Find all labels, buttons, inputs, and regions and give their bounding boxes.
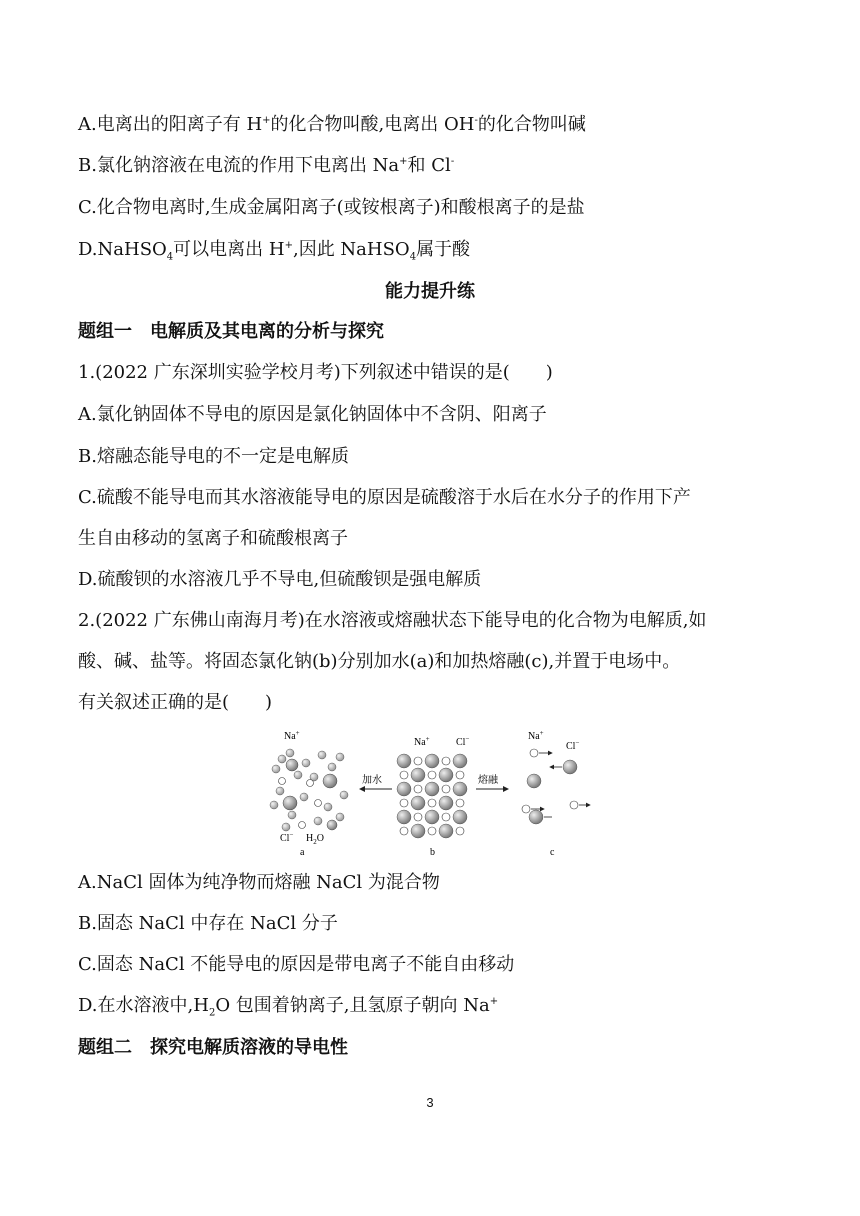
q2-option-d: D.在水溶液中$,H_2O$ 包围着钠离子,且氢原子朝向 Na+ — [78, 995, 499, 1019]
na-label-a: Na+ — [284, 729, 300, 742]
panel-b-lattice — [397, 735, 469, 858]
melt-label: 熔融 — [478, 775, 498, 786]
q2-stem-line2: 酸、碱、盐等。将固态氯化钠(b)分别加水(a)和加热熔融(c),并置于电场中。 — [78, 651, 681, 672]
q1-option-d: D.硫酸钡的水溶液几乎不导电,但硫酸钡是强电解质 — [78, 569, 482, 590]
na-label-b: Na+ — [414, 735, 430, 748]
caption-c: c — [550, 847, 555, 858]
h2o-label: $H_2O$ — [306, 833, 324, 846]
q2-stem-line3: 有关叙述正确的是( ) — [78, 692, 273, 713]
cl-label-b: Cl− — [456, 735, 470, 748]
page-number: 3 — [426, 1095, 434, 1110]
nacl-figure — [262, 725, 602, 860]
option-d-prev: D.NaHSO$_4$可以电离出 H+,因此 NaHSO$_4$属于酸 — [78, 239, 471, 263]
caption-b: b — [430, 847, 435, 858]
q1-option-b: B.熔融态能导电的不一定是电解质 — [78, 446, 349, 467]
q1-option-a: A.氯化钠固体不导电的原因是氯化钠固体中不含阴、阳离子 — [78, 404, 547, 425]
panel-a-hydrated-ions — [270, 729, 348, 858]
option-a-prev: A.电离出的阳离子有 H+的化合物叫酸,电离出 OH-的化合物叫碱 — [78, 114, 586, 135]
option-b-prev: B.氯化钠溶液在电流的作用下电离出 Na+和 Cl- — [78, 155, 455, 176]
group1-heading: 题组一 电解质及其电离的分析与探究 — [78, 321, 384, 342]
add-water-label: 加水 — [362, 775, 382, 786]
q2-option-b: B.固态 NaCl 中存在 NaCl 分子 — [78, 913, 338, 934]
arrow-add-water — [360, 773, 392, 789]
cl-label-a: Cl− — [280, 831, 294, 844]
q1-option-c-line2: 生自由移动的氢离子和硫酸根离子 — [78, 528, 348, 549]
q1-stem: 1.(2022 广东深圳实验学校月考)下列叙述中错误的是( ) — [78, 362, 553, 383]
na-label-c: Na+ — [528, 729, 544, 742]
cl-label-c: Cl− — [566, 739, 580, 752]
q2-stem-line1: 2.(2022 广东佛山南海月考)在水溶液或熔融状态下能导电的化合物为电解质,如 — [78, 610, 707, 631]
panel-c-free-ions — [522, 729, 590, 858]
group2-heading: 题组二 探究电解质溶液的导电性 — [78, 1037, 348, 1058]
option-c-prev: C.化合物电离时,生成金属阳离子(或铵根离子)和酸根离子的是盐 — [78, 197, 585, 218]
caption-a: a — [300, 847, 305, 858]
q2-option-c: C.固态 NaCl 不能导电的原因是带电离子不能自由移动 — [78, 954, 515, 975]
q1-option-c-line1: C.硫酸不能导电而其水溶液能导电的原因是硫酸溶于水后在水分子的作用下产 — [78, 487, 691, 508]
arrow-melt — [476, 773, 508, 789]
q2-option-a: A.NaCl 固体为纯净物而熔融 NaCl 为混合物 — [78, 872, 440, 893]
section-title: 能力提升练 — [385, 281, 475, 302]
